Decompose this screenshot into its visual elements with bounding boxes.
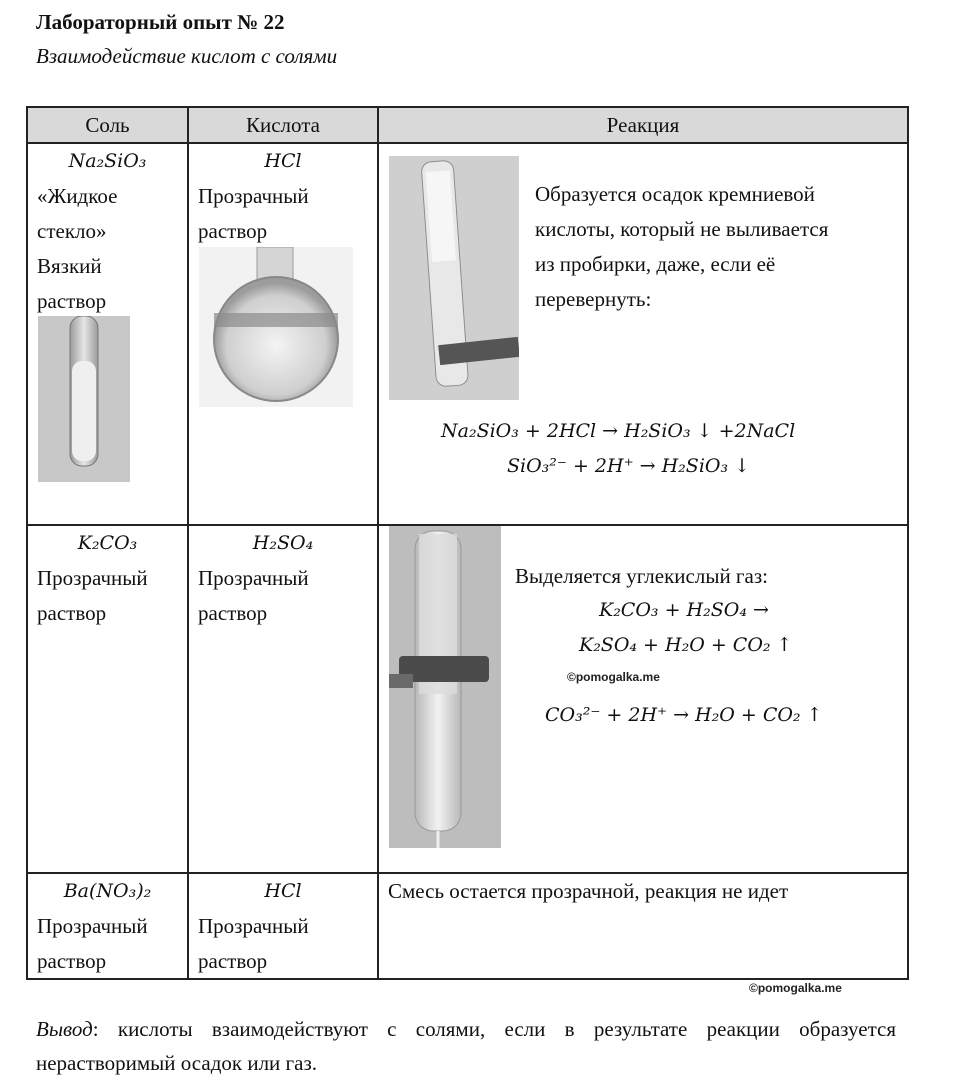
salt-desc-line: раствор xyxy=(37,949,107,973)
molecular-equation-part2: K₂SO₄ + H₂O + CO₂ ↑ xyxy=(579,634,793,656)
gas-tube-photo xyxy=(389,526,501,848)
salt-cell xyxy=(27,143,188,525)
flask-photo xyxy=(199,247,353,407)
watermark: ©pomogalka.me xyxy=(567,670,660,684)
reaction-text-line: Выделяется углекислый газ: xyxy=(515,564,768,588)
salt-desc-line: раствор xyxy=(37,289,107,313)
salt-desc-line: Прозрачный xyxy=(37,914,148,938)
acid-cell xyxy=(188,143,378,525)
acid-desc-line: раствор xyxy=(198,601,268,625)
salt-formula: Ba(NO₃)₂ xyxy=(63,880,152,902)
header-reaction: Реакция xyxy=(378,107,908,143)
conclusion-label: Вывод xyxy=(36,1017,93,1041)
acid-formula: H₂SO₄ xyxy=(252,532,314,554)
header-acid: Кислота xyxy=(188,107,378,143)
inverted-tube-photo xyxy=(389,156,519,400)
salt-desc-line: Вязкий xyxy=(37,254,102,278)
salt-desc-line: раствор xyxy=(37,601,107,625)
conclusion-text: : кислоты взаимодействуют с солями, если в результате реакции образуется нерастворимый осадок или газ. xyxy=(36,1017,896,1075)
reaction-text-line: кислоты, который не выливается xyxy=(535,217,829,241)
salt-cell xyxy=(27,525,188,873)
page-title: Лабораторный опыт № 22 xyxy=(36,10,285,34)
salt-desc-line: «Жидкое xyxy=(37,184,118,208)
table-row xyxy=(27,873,908,979)
acid-desc-line: раствор xyxy=(198,949,268,973)
salt-formula: K₂CO₃ xyxy=(77,532,138,554)
reaction-cell xyxy=(378,873,908,979)
salt-desc-line: Прозрачный xyxy=(37,566,148,590)
molecular-equation: Na₂SiO₃ + 2HCl → H₂SiO₃ ↓ +2NaCl xyxy=(441,420,796,442)
reaction-cell xyxy=(378,143,908,525)
salt-desc-line: стекло» xyxy=(37,219,107,243)
acid-desc-line: Прозрачный xyxy=(198,566,309,590)
conclusion xyxy=(36,1012,896,1080)
table-row xyxy=(27,143,908,525)
test-tube-photo xyxy=(38,316,130,482)
reaction-text-line: перевернуть: xyxy=(535,287,652,311)
acid-desc-line: раствор xyxy=(198,219,268,243)
acid-cell xyxy=(188,525,378,873)
acid-cell xyxy=(188,873,378,979)
acid-formula: HCl xyxy=(264,150,302,172)
experiment-table xyxy=(26,106,909,980)
table-header-row xyxy=(27,107,908,143)
table-row xyxy=(27,525,908,873)
acid-desc-line: Прозрачный xyxy=(198,914,309,938)
salt-formula: Na₂SiO₃ xyxy=(68,150,147,172)
reaction-text-line: Образуется осадок кремниевой xyxy=(535,182,815,206)
salt-cell xyxy=(27,873,188,979)
reaction-text-line: Смесь остается прозрачной, реакция не идет xyxy=(388,879,789,903)
page-subtitle: Взаимодействие кислот с солями xyxy=(36,44,338,68)
molecular-equation-part1: K₂CO₃ + H₂SO₄ → xyxy=(599,599,769,621)
acid-formula: HCl xyxy=(264,880,302,902)
ionic-equation: SiO₃²⁻ + 2H⁺ → H₂SiO₃ ↓ xyxy=(507,455,751,477)
ionic-equation: CO₃²⁻ + 2H⁺ → H₂O + CO₂ ↑ xyxy=(545,704,823,726)
reaction-cell xyxy=(378,525,908,873)
header-salt: Соль xyxy=(27,107,188,143)
watermark: ©pomogalka.me xyxy=(749,981,842,995)
reaction-text-line: из пробирки, даже, если её xyxy=(535,252,776,276)
acid-desc-line: Прозрачный xyxy=(198,184,309,208)
